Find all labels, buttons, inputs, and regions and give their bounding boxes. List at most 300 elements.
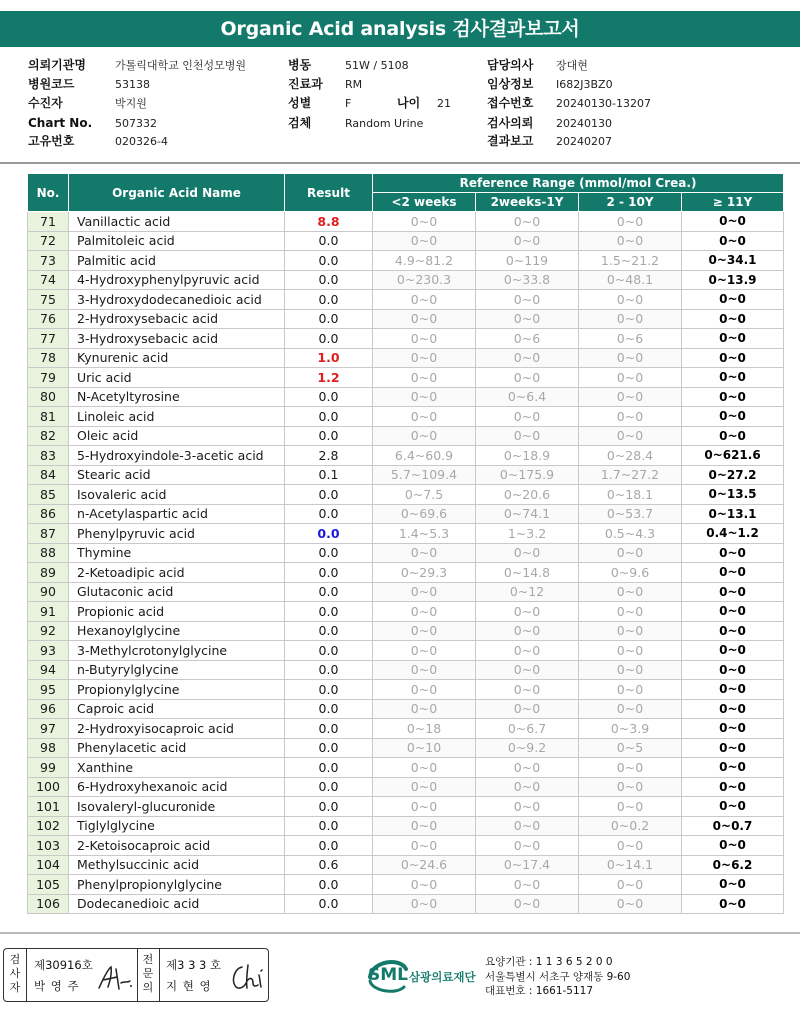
report-label: 결과보고 [487, 134, 534, 148]
row-number: 91 [28, 602, 69, 622]
ref-2w-1y: 0~0 [476, 426, 579, 446]
ref-ge11y: 0~13.9 [682, 270, 784, 290]
acid-name: Glutaconic acid [69, 582, 285, 602]
acid-name: Stearic acid [69, 465, 285, 485]
ref-2-10y: 0~0 [579, 582, 682, 602]
info-row-1 [0, 56, 800, 75]
ref-ge11y: 0~13.1 [682, 504, 784, 524]
ref-2-10y: 0~0 [579, 368, 682, 388]
result-value: 0.0 [285, 426, 373, 446]
acid-name: Palmitoleic acid [69, 231, 285, 251]
ref-2w-1y: 0~0 [476, 641, 579, 661]
ref-ge11y: 0~0 [682, 563, 784, 583]
patient-value: 박지원 [115, 97, 147, 110]
table-row [28, 699, 784, 719]
acid-name: 2-Hydroxyisocaproic acid [69, 719, 285, 739]
row-number: 79 [28, 368, 69, 388]
row-number: 96 [28, 699, 69, 719]
sig-divider [26, 949, 27, 1001]
ref-ge11y: 0~0 [682, 621, 784, 641]
ref-lt2w: 0~0 [373, 660, 476, 680]
result-value: 2.8 [285, 446, 373, 466]
result-value: 0.0 [285, 407, 373, 427]
ref-ge11y: 0~0 [682, 875, 784, 895]
ref-lt2w: 0~0 [373, 368, 476, 388]
result-value: 0.0 [285, 251, 373, 271]
ref-lt2w: 0~0 [373, 797, 476, 817]
dept-value: RM [345, 78, 363, 91]
lab-address: 서울특별시 서초구 양재동 9-60 [485, 970, 631, 983]
ref-lt2w: 0~0 [373, 231, 476, 251]
ref-lt2w: 0~0 [373, 836, 476, 856]
receipt-label: 접수번호 [487, 96, 534, 110]
table-row [28, 446, 784, 466]
result-value: 0.0 [285, 329, 373, 349]
row-number: 74 [28, 270, 69, 290]
acid-name: Xanthine [69, 758, 285, 778]
ref-ge11y: 0~0 [682, 797, 784, 817]
header-2-10y: 2 - 10Y [579, 193, 682, 212]
specimen-label: 검체 [288, 116, 312, 130]
ref-2-10y: 0~0 [579, 407, 682, 427]
result-value: 0.0 [285, 797, 373, 817]
info-row-5 [0, 132, 800, 151]
acid-name: Methylsuccinic acid [69, 855, 285, 875]
row-number: 81 [28, 407, 69, 427]
ref-2w-1y: 0~0 [476, 699, 579, 719]
ref-ge11y: 0~0 [682, 719, 784, 739]
footer-divider [0, 932, 800, 934]
table-row [28, 777, 784, 797]
ref-lt2w: 0~7.5 [373, 485, 476, 505]
acid-name: 3-Methylcrotonylglycine [69, 641, 285, 661]
result-value: 0.0 [285, 836, 373, 856]
row-number: 72 [28, 231, 69, 251]
ref-2w-1y: 0~74.1 [476, 504, 579, 524]
ref-2w-1y: 0~0 [476, 816, 579, 836]
acid-name: 6-Hydroxyhexanoic acid [69, 777, 285, 797]
ref-ge11y: 0.4~1.2 [682, 524, 784, 544]
ref-2w-1y: 0~17.4 [476, 855, 579, 875]
specialist-signature-icon [228, 961, 268, 993]
table-row [28, 290, 784, 310]
row-number: 104 [28, 855, 69, 875]
ref-2w-1y: 0~0 [476, 212, 579, 232]
ref-ge11y: 0~0 [682, 836, 784, 856]
row-number: 77 [28, 329, 69, 349]
header-reference: Reference Range (mmol/mol Crea.) [373, 174, 784, 193]
ref-2w-1y: 0~0 [476, 231, 579, 251]
acid-name: Propionic acid [69, 602, 285, 622]
report-value: 20240207 [556, 135, 612, 148]
info-row-2 [0, 75, 800, 94]
examiner-license: 제30916호 [34, 958, 93, 972]
ref-2-10y: 0~0 [579, 290, 682, 310]
ref-2-10y: 0~0 [579, 777, 682, 797]
ref-ge11y: 0~621.6 [682, 446, 784, 466]
row-number: 105 [28, 875, 69, 895]
ref-lt2w: 0~0 [373, 602, 476, 622]
ref-2-10y: 0~0 [579, 309, 682, 329]
doctor-value: 장대현 [556, 59, 588, 72]
row-number: 83 [28, 446, 69, 466]
row-number: 87 [28, 524, 69, 544]
ward-label: 병동 [288, 58, 312, 72]
acid-name: Palmitic acid [69, 251, 285, 271]
row-number: 92 [28, 621, 69, 641]
acid-name: n-Acetylaspartic acid [69, 504, 285, 524]
ref-2w-1y: 0~0 [476, 797, 579, 817]
table-row [28, 504, 784, 524]
row-number: 101 [28, 797, 69, 817]
row-number: 97 [28, 719, 69, 739]
ref-2-10y: 0~0.2 [579, 816, 682, 836]
table-row [28, 875, 784, 895]
ref-2w-1y: 0~0 [476, 894, 579, 914]
specialist-label: 전문의 [142, 953, 154, 994]
acid-name: Tiglylglycine [69, 816, 285, 836]
table-row [28, 212, 784, 232]
acid-name: Propionylglycine [69, 680, 285, 700]
patient-info-block [0, 56, 800, 152]
acid-name: Uric acid [69, 368, 285, 388]
ref-ge11y: 0~0 [682, 309, 784, 329]
foundation-name: 삼광의료재단 [409, 970, 476, 984]
ref-lt2w: 0~0 [373, 699, 476, 719]
ref-lt2w: 6.4~60.9 [373, 446, 476, 466]
ref-2w-1y: 0~14.8 [476, 563, 579, 583]
row-number: 106 [28, 894, 69, 914]
row-number: 76 [28, 309, 69, 329]
result-value: 0.0 [285, 719, 373, 739]
ref-2-10y: 0~14.1 [579, 855, 682, 875]
acid-name: Phenylpropionylglycine [69, 875, 285, 895]
ref-lt2w: 5.7~109.4 [373, 465, 476, 485]
acid-name: Isovaleryl-glucuronide [69, 797, 285, 817]
table-row [28, 231, 784, 251]
row-number: 75 [28, 290, 69, 310]
ref-2w-1y: 0~18.9 [476, 446, 579, 466]
ref-ge11y: 0~0 [682, 348, 784, 368]
row-number: 82 [28, 426, 69, 446]
ref-2-10y: 1.5~21.2 [579, 251, 682, 271]
examiner-signature-icon [96, 963, 134, 993]
acid-name: 2-Ketoisocaproic acid [69, 836, 285, 856]
row-number: 73 [28, 251, 69, 271]
ref-2-10y: 0~0 [579, 426, 682, 446]
acid-name: Caproic acid [69, 699, 285, 719]
ref-lt2w: 0~0 [373, 680, 476, 700]
table-row [28, 368, 784, 388]
ref-lt2w: 0~0 [373, 212, 476, 232]
ref-lt2w: 0~18 [373, 719, 476, 739]
result-value: 0.0 [285, 543, 373, 563]
ref-ge11y: 0~0 [682, 582, 784, 602]
ward-value: 51W / 5108 [345, 59, 409, 72]
ref-ge11y: 0~0 [682, 387, 784, 407]
ref-ge11y: 0~0 [682, 329, 784, 349]
ref-2w-1y: 0~0 [476, 309, 579, 329]
result-value: 0.0 [285, 660, 373, 680]
ref-2w-1y: 0~0 [476, 543, 579, 563]
ref-2-10y: 0~28.4 [579, 446, 682, 466]
dept-label: 진료과 [288, 77, 323, 91]
ref-2-10y: 0~0 [579, 797, 682, 817]
row-number: 84 [28, 465, 69, 485]
ref-2w-1y: 0~0 [476, 290, 579, 310]
ref-ge11y: 0~0 [682, 894, 784, 914]
table-row [28, 680, 784, 700]
table-row [28, 602, 784, 622]
result-value: 0.6 [285, 855, 373, 875]
ref-lt2w: 0~0 [373, 758, 476, 778]
ref-lt2w: 0~0 [373, 582, 476, 602]
ref-lt2w: 0~0 [373, 621, 476, 641]
ref-lt2w: 0~0 [373, 875, 476, 895]
ref-2w-1y: 1~3.2 [476, 524, 579, 544]
header-lt2w: <2 weeks [373, 193, 476, 212]
ref-2-10y: 0~18.1 [579, 485, 682, 505]
table-row [28, 348, 784, 368]
table-row [28, 894, 784, 914]
acid-name: 2-Ketoadipic acid [69, 563, 285, 583]
results-table [27, 173, 784, 914]
ref-ge11y: 0~0 [682, 543, 784, 563]
ref-lt2w: 0~230.3 [373, 270, 476, 290]
clinical-label: 임상정보 [487, 77, 534, 91]
institution-label: 의뢰기관명 [28, 58, 86, 72]
chart-no-value: 507332 [115, 117, 157, 130]
ref-2-10y: 0~3.9 [579, 719, 682, 739]
ref-2w-1y: 0~6.7 [476, 719, 579, 739]
ref-2w-1y: 0~0 [476, 621, 579, 641]
ref-2w-1y: 0~0 [476, 758, 579, 778]
ref-2-10y: 0~5 [579, 738, 682, 758]
table-row [28, 797, 784, 817]
result-value: 0.0 [285, 641, 373, 661]
ref-lt2w: 0~69.6 [373, 504, 476, 524]
ref-2w-1y: 0~0 [476, 660, 579, 680]
table-row [28, 270, 784, 290]
table-row [28, 407, 784, 427]
row-number: 88 [28, 543, 69, 563]
ref-2-10y: 0~0 [579, 602, 682, 622]
acid-name: Isovaleric acid [69, 485, 285, 505]
header-name: Organic Acid Name [69, 174, 285, 212]
ref-ge11y: 0~13.5 [682, 485, 784, 505]
ref-2-10y: 0~0 [579, 348, 682, 368]
result-value: 0.0 [285, 602, 373, 622]
care-institution: 요양기관 : 1 1 3 6 5 2 0 0 [485, 956, 613, 968]
header-2w-1y: 2weeks-1Y [476, 193, 579, 212]
row-number: 78 [28, 348, 69, 368]
row-number: 80 [28, 387, 69, 407]
ref-2-10y: 0~0 [579, 836, 682, 856]
row-number: 85 [28, 485, 69, 505]
ref-2w-1y: 0~119 [476, 251, 579, 271]
result-value: 0.0 [285, 777, 373, 797]
specimen-value: Random Urine [345, 117, 424, 130]
request-value: 20240130 [556, 117, 612, 130]
ref-2-10y: 0~0 [579, 641, 682, 661]
examiner-label: 검사자 [9, 953, 21, 994]
result-value: 0.0 [285, 231, 373, 251]
sex-label: 성별 [288, 96, 312, 110]
header-result: Result [285, 174, 373, 212]
row-number: 94 [28, 660, 69, 680]
result-value: 1.0 [285, 348, 373, 368]
ref-ge11y: 0~0 [682, 426, 784, 446]
ref-lt2w: 0~0 [373, 309, 476, 329]
table-row [28, 465, 784, 485]
ref-2w-1y: 0~12 [476, 582, 579, 602]
ref-ge11y: 0~0 [682, 680, 784, 700]
ref-2w-1y: 0~0 [476, 875, 579, 895]
header-divider [0, 162, 800, 164]
ref-lt2w: 0~0 [373, 816, 476, 836]
acid-name: Thymine [69, 543, 285, 563]
sml-logo [366, 955, 486, 997]
ref-2-10y: 0~0 [579, 660, 682, 680]
ref-lt2w: 4.9~81.2 [373, 251, 476, 271]
table-row [28, 836, 784, 856]
ref-lt2w: 0~0 [373, 407, 476, 427]
ref-lt2w: 0~0 [373, 348, 476, 368]
ref-ge11y: 0~0 [682, 290, 784, 310]
result-value: 0.0 [285, 894, 373, 914]
ref-2w-1y: 0~6.4 [476, 387, 579, 407]
row-number: 86 [28, 504, 69, 524]
table-row [28, 719, 784, 739]
patient-label: 수진자 [28, 96, 63, 110]
acid-name: Kynurenic acid [69, 348, 285, 368]
ref-ge11y: 0~27.2 [682, 465, 784, 485]
table-row [28, 660, 784, 680]
table-row [28, 524, 784, 544]
ref-ge11y: 0~34.1 [682, 251, 784, 271]
ref-ge11y: 0~0 [682, 368, 784, 388]
ref-2-10y: 0~0 [579, 231, 682, 251]
acid-name: Vanillactic acid [69, 212, 285, 232]
row-number: 71 [28, 212, 69, 232]
ref-2-10y: 0~48.1 [579, 270, 682, 290]
unique-no-value: 020326-4 [115, 135, 168, 148]
acid-name: 3-Hydroxysebacic acid [69, 329, 285, 349]
ref-2w-1y: 0~175.9 [476, 465, 579, 485]
result-value: 0.0 [285, 699, 373, 719]
row-number: 93 [28, 641, 69, 661]
row-number: 89 [28, 563, 69, 583]
acid-name: Linoleic acid [69, 407, 285, 427]
acid-name: N-Acetyltyrosine [69, 387, 285, 407]
ref-2-10y: 0~0 [579, 875, 682, 895]
acid-name: 4-Hydroxyphenylpyruvic acid [69, 270, 285, 290]
header-ge11y: ≥ 11Y [682, 193, 784, 212]
ref-2w-1y: 0~0 [476, 348, 579, 368]
ref-2-10y: 0~0 [579, 894, 682, 914]
ref-lt2w: 0~0 [373, 329, 476, 349]
ref-2-10y: 0~0 [579, 543, 682, 563]
acid-name: Phenylpyruvic acid [69, 524, 285, 544]
table-row [28, 387, 784, 407]
examiner-name: 박 영 주 [34, 979, 80, 993]
result-value: 0.0 [285, 270, 373, 290]
age-label: 나이 [397, 96, 421, 110]
row-number: 103 [28, 836, 69, 856]
ref-2-10y: 0~0 [579, 699, 682, 719]
table-row [28, 563, 784, 583]
acid-name: 2-Hydroxysebacic acid [69, 309, 285, 329]
row-number: 90 [28, 582, 69, 602]
result-value: 0.0 [285, 387, 373, 407]
ref-2-10y: 0~0 [579, 680, 682, 700]
ref-2w-1y: 0~0 [476, 368, 579, 388]
lab-phone: 대표번호 : 1661-5117 [485, 985, 594, 997]
ref-lt2w: 0~0 [373, 543, 476, 563]
lab-info [485, 955, 630, 999]
table-row [28, 621, 784, 641]
ref-lt2w: 0~0 [373, 641, 476, 661]
ref-ge11y: 0~0 [682, 758, 784, 778]
acid-name: Oleic acid [69, 426, 285, 446]
ref-ge11y: 0~0 [682, 699, 784, 719]
ref-2-10y: 0~0 [579, 212, 682, 232]
row-number: 95 [28, 680, 69, 700]
table-row [28, 329, 784, 349]
result-value: 0.0 [285, 309, 373, 329]
result-value: 0.0 [285, 290, 373, 310]
chart-no-label: Chart No. [28, 116, 93, 130]
ref-lt2w: 0~0 [373, 290, 476, 310]
ref-ge11y: 0~0 [682, 660, 784, 680]
ref-ge11y: 0~0 [682, 777, 784, 797]
acid-name: 5-Hydroxyindole-3-acetic acid [69, 446, 285, 466]
age-value: 21 [437, 97, 451, 110]
ref-2w-1y: 0~0 [476, 602, 579, 622]
ref-2-10y: 0.5~4.3 [579, 524, 682, 544]
info-row-3 [0, 94, 800, 113]
result-value: 0.0 [285, 758, 373, 778]
ref-ge11y: 0~0 [682, 738, 784, 758]
results-body [28, 212, 784, 914]
ref-2w-1y: 0~9.2 [476, 738, 579, 758]
ref-ge11y: 0~0 [682, 602, 784, 622]
result-value: 0.0 [285, 680, 373, 700]
table-row [28, 641, 784, 661]
table-row [28, 855, 784, 875]
sig-divider-2 [137, 949, 138, 1001]
table-row [28, 426, 784, 446]
ref-lt2w: 0~24.6 [373, 855, 476, 875]
ref-ge11y: 0~0.7 [682, 816, 784, 836]
result-value: 1.2 [285, 368, 373, 388]
acid-name: Dodecanedioic acid [69, 894, 285, 914]
table-row [28, 758, 784, 778]
table-row [28, 543, 784, 563]
sex-value: F [345, 97, 352, 110]
result-value: 0.0 [285, 563, 373, 583]
ref-2-10y: 1.7~27.2 [579, 465, 682, 485]
ref-2w-1y: 0~0 [476, 777, 579, 797]
result-value: 0.0 [285, 816, 373, 836]
clinical-value: I682J3BZ0 [556, 78, 613, 91]
ref-2-10y: 0~0 [579, 387, 682, 407]
result-value: 8.8 [285, 212, 373, 232]
acid-name: Phenylacetic acid [69, 738, 285, 758]
acid-name: 3-Hydroxydodecanedioic acid [69, 290, 285, 310]
ref-lt2w: 0~0 [373, 894, 476, 914]
receipt-value: 20240130-13207 [556, 97, 651, 110]
